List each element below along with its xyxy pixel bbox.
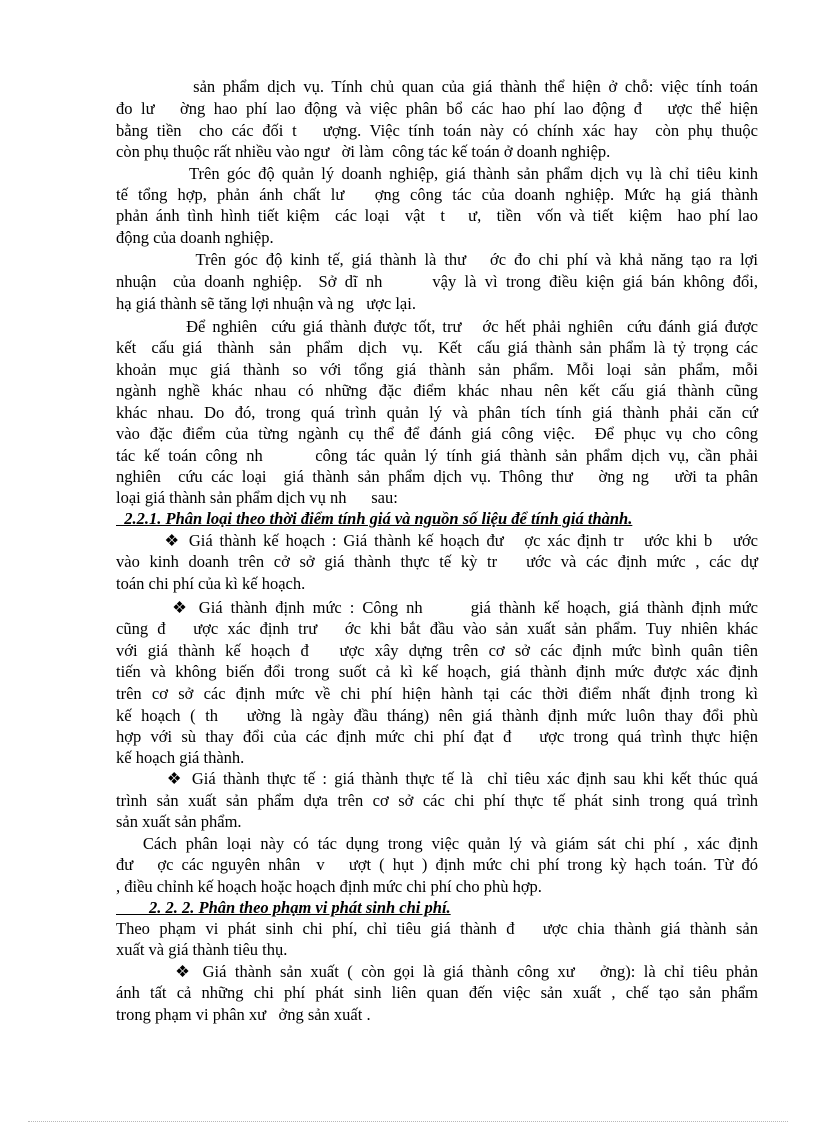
text-line: Trên góc độ kinh tế, giá thành là thư ớc đo chi phí và khả năng tạo ra lợi (116, 250, 758, 269)
section-heading-2-2-1: 2.2.1. Phân loại theo thời điểm tính giá và nguồn số liệu để tính giá thành. (116, 509, 633, 528)
text-line: trên cơ sở các định mức về chi phí hiện hành tại các thời điểm nhất định trong kì (116, 684, 758, 703)
text-line: vào kinh doanh trên cở sở giá thành thực tế kỳ tr ước và các định mức , các dự (116, 552, 758, 571)
text-line: sản phẩm dịch vụ. Tính chủ quan của giá thành thể hiện ở chỗ: việc tính toán (116, 77, 758, 96)
text-line: ánh tất cả những chi phí phát sinh liên quan đến việc sản xuất , chế tạo sản phẩm (116, 983, 758, 1002)
text-line: động của doanh nghiệp. (116, 228, 274, 247)
page-bottom-rule (28, 1121, 788, 1122)
text-line: vào đặc điểm của từng ngành cụ thể để đánh giá công việc. Để phục vụ cho công (116, 424, 758, 443)
text-line: Theo phạm vi phát sinh chi phí, chỉ tiêu giá thành đ ược chia thành giá thành sản (116, 919, 758, 938)
text-line: khác nhau. Do đó, trong quá trình quản lý và phân tích tính giá thành phải căn cứ (116, 403, 758, 422)
text-line: tác kế toán công nh công tác quản lý tính giá thành sản phẩm dịch vụ, cần phải (116, 446, 758, 465)
text-line: trình sản xuất sản phẩm dựa trên cơ sở các chi phí thực tế phát sinh trong quá trình (116, 791, 758, 810)
text-line: nghiên cứu các loại giá thành sản phẩm dịch vụ. Thông thư ờng ng ười ta phân (116, 467, 758, 486)
text-line: kết cấu giá thành sản phẩm dịch vụ. Kết cấu giá thành sản phẩm là tỷ trọng các (116, 338, 758, 357)
bullet-item-thuc-te: ❖ Giá thành thực tế : giá thành thực tế là chỉ tiêu xác định sau khi kết thúc quá (116, 769, 758, 788)
text-line: đư ợc các nguyên nhân v ượt ( hụt ) định mức chi phí trong kỳ hạch toán. Từ đó (116, 855, 758, 874)
text-line: phản ánh tình hình tiết kiệm các loại vật t ư, tiền vốn và tiết kiệm hao phí lao (116, 206, 758, 225)
text-line: sản xuất sản phẩm. (116, 812, 242, 831)
text-line: Trên góc độ quản lý doanh nghiệp, giá thành sản phẩm dịch vụ là chỉ tiêu kinh (116, 164, 758, 183)
text-line: hợp với sù thay đổi của các định mức chi phí đạt đ ược trong quá trình thực hiện (116, 727, 758, 746)
text-line: cũng đ ược xác định trư ớc khi bắt đầu vào sản xuất sản phẩm. Tuy nhiên khác (116, 619, 758, 638)
text-line: trong phạm vi phân xư ởng sản xuất . (116, 1005, 371, 1024)
bullet-item-dinh-muc: ❖ Giá thành định mức : Công nh giá thành kế hoạch, giá thành định mức (116, 598, 758, 617)
section-heading-2-2-2: 2. 2. 2. Phân theo phạm vi phát sinh chi phí. (116, 898, 451, 917)
bullet-item-ke-hoach: ❖ Giá thành kế hoạch : Giá thành kế hoạch đư ợc xác định tr ước khi b ước (116, 531, 758, 550)
text-line: với giá thành kế hoạch đ ược xây dựng trên cơ sở các định mức bình quân tiên (116, 641, 758, 660)
text-line: xuất và giá thành tiêu thụ. (116, 940, 288, 959)
text-line: kế hoạch giá thành. (116, 748, 245, 767)
text-line: hạ giá thành sẽ tăng lợi nhuận và ng ược lại. (116, 294, 416, 313)
text-line: nhuận của doanh nghiệp. Sở dĩ nh vậy là vì trong điều kiện giá bán không đổi, (116, 272, 758, 291)
text-line: loại giá thành sản phẩm dịch vụ nh sau: (116, 488, 398, 507)
text-line: kế hoạch ( th ường là ngày đầu tháng) nên giá thành định mức luôn thay đổi phù (116, 706, 758, 725)
text-line: đo lư ờng hao phí lao động và việc phân bổ các hao phí lao động đ ược thể hiện (116, 99, 758, 118)
text-line: toán chi phí của kì kế hoạch. (116, 574, 306, 593)
text-line: , điều chỉnh kế hoạch hoặc hoạch định mức chi phí cho phù hợp. (116, 877, 542, 896)
text-line: còn phụ thuộc rất nhiều vào ngư ời làm công tác kế toán ở doanh nghiệp. (116, 142, 611, 161)
bullet-item-san-xuat: ❖ Giá thành sản xuất ( còn gọi là giá thành công xư ởng): là chỉ tiêu phản (116, 962, 758, 981)
text-line: bằng tiền cho các đối t ượng. Việc tính toán này có chính xác hay còn phụ thuộc (116, 121, 758, 140)
text-line: Cách phân loại này có tác dụng trong việc quản lý và giám sát chi phí , xác định (116, 834, 758, 853)
text-line: ngành nghề khác nhau có những đặc điểm khác nhau nên kết cấu giá thành cũng (116, 381, 758, 400)
text-line: Để nghiên cứu giá thành được tốt, trư ớc hết phải nghiên cứu đánh giá được (116, 317, 758, 336)
text-line: tế tổng hợp, phản ánh chất lư ợng công tác của doanh nghiệp. Mức hạ giá thành (116, 185, 758, 204)
text-line: khoản mục giá thành so với tổng giá thành sản phẩm. Mỗi loại sản phẩm, mỗi (116, 360, 758, 379)
text-line: tiến và không biến đổi trong suốt cả kì kế hoạch, giá thành định mức được xác định (116, 662, 758, 681)
